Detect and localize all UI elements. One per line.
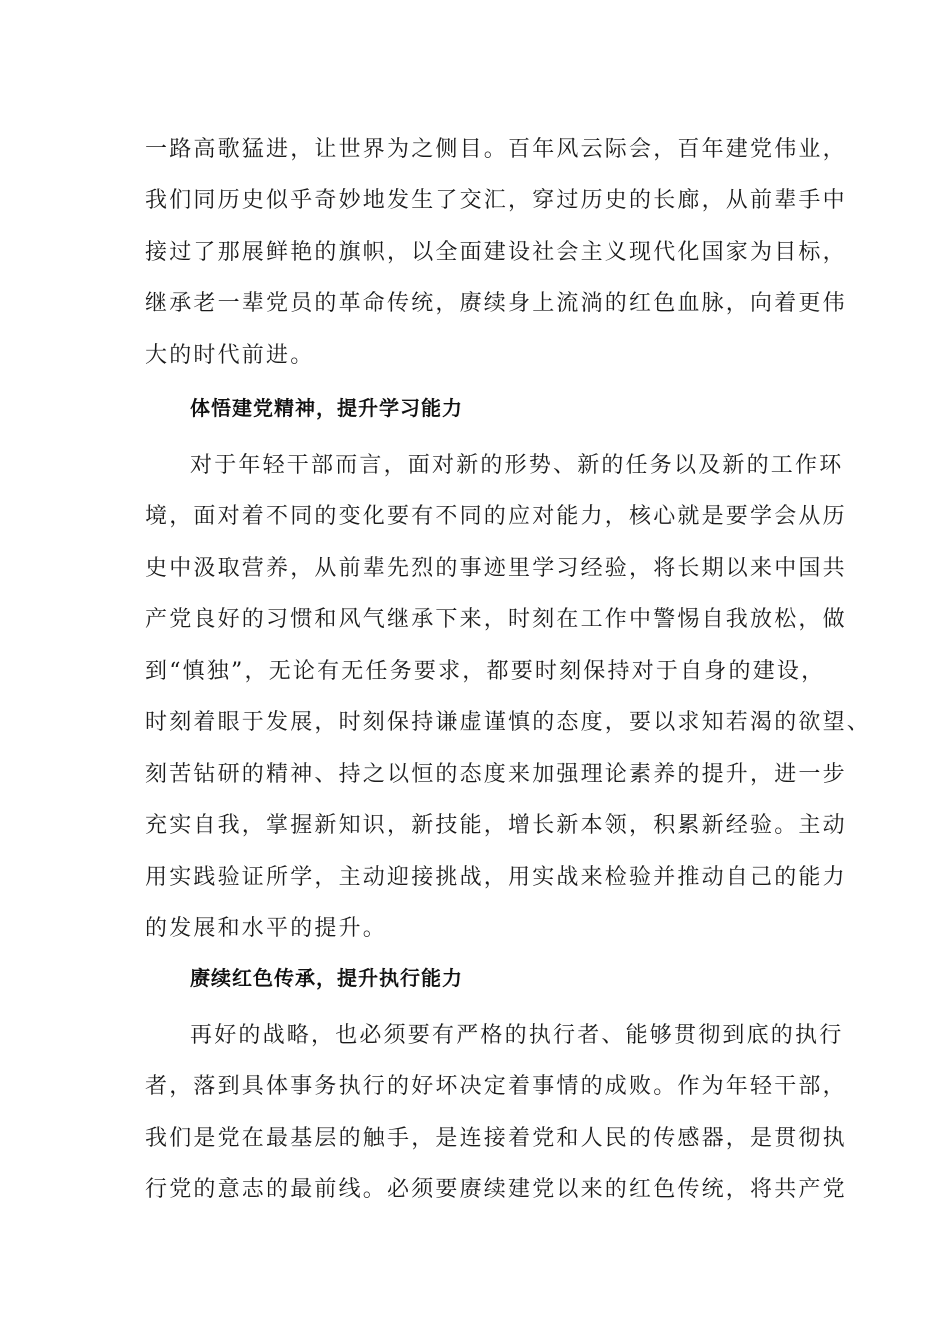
- section-heading: 体悟建党精神，提升学习能力: [190, 396, 463, 420]
- body-text-line: 者，落到具体事务执行的好坏决定着事情的成败。作为年轻干部，: [145, 1074, 847, 1099]
- body-text-line: 产党良好的习惯和风气继承下来，时刻在工作中警惕自我放松，做: [145, 607, 847, 632]
- body-text-line: 接过了那展鲜艳的旗帜，以全面建设社会主义现代化国家为目标，: [145, 240, 847, 265]
- body-text-line: 时刻着眼于发展，时刻保持谦虚谨慎的态度，要以求知若渴的欲望、: [145, 710, 872, 735]
- section-heading: 赓续红色传承，提升执行能力: [190, 966, 463, 990]
- body-text-line: 刻苦钻研的精神、持之以恒的态度来加强理论素养的提升，进一步: [145, 762, 847, 787]
- body-text-line: 用实践验证所学，主动迎接挑战，用实战来检验并推动自己的能力: [145, 865, 847, 890]
- body-text-line: 到“慎独”，无论有无任务要求，都要时刻保持对于自身的建设，: [145, 659, 826, 684]
- body-text-line: 我们同历史似乎奇妙地发生了交汇，穿过历史的长廊，从前辈手中: [145, 188, 847, 213]
- body-text-line: 继承老一辈党员的革命传统，赓续身上流淌的红色血脉，向着更伟: [145, 291, 847, 316]
- body-text-line: 再好的战略，也必须要有严格的执行者、能够贯彻到底的执行: [190, 1023, 844, 1048]
- body-text-line: 境，面对着不同的变化要有不同的应对能力，核心就是要学会从历: [145, 504, 847, 529]
- body-text-line: 的发展和水平的提升。: [145, 916, 388, 941]
- body-text-line: 大的时代前进。: [145, 343, 315, 368]
- body-text-line: 史中汲取营养，从前辈先烈的事迹里学习经验，将长期以来中国共: [145, 556, 847, 581]
- body-text-line: 对于年轻干部而言，面对新的形势、新的任务以及新的工作环: [190, 453, 844, 478]
- body-text-line: 行党的意志的最前线。必须要赓续建党以来的红色传统，将共产党: [145, 1177, 847, 1202]
- body-text-line: 我们是党在最基层的触手，是连接着党和人民的传感器，是贯彻执: [145, 1126, 847, 1151]
- body-text-line: 一路高歌猛进，让世界为之侧目。百年风云际会，百年建党伟业，: [145, 137, 847, 162]
- body-text-line: 充实自我，掌握新知识，新技能，增长新本领，积累新经验。主动: [145, 813, 847, 838]
